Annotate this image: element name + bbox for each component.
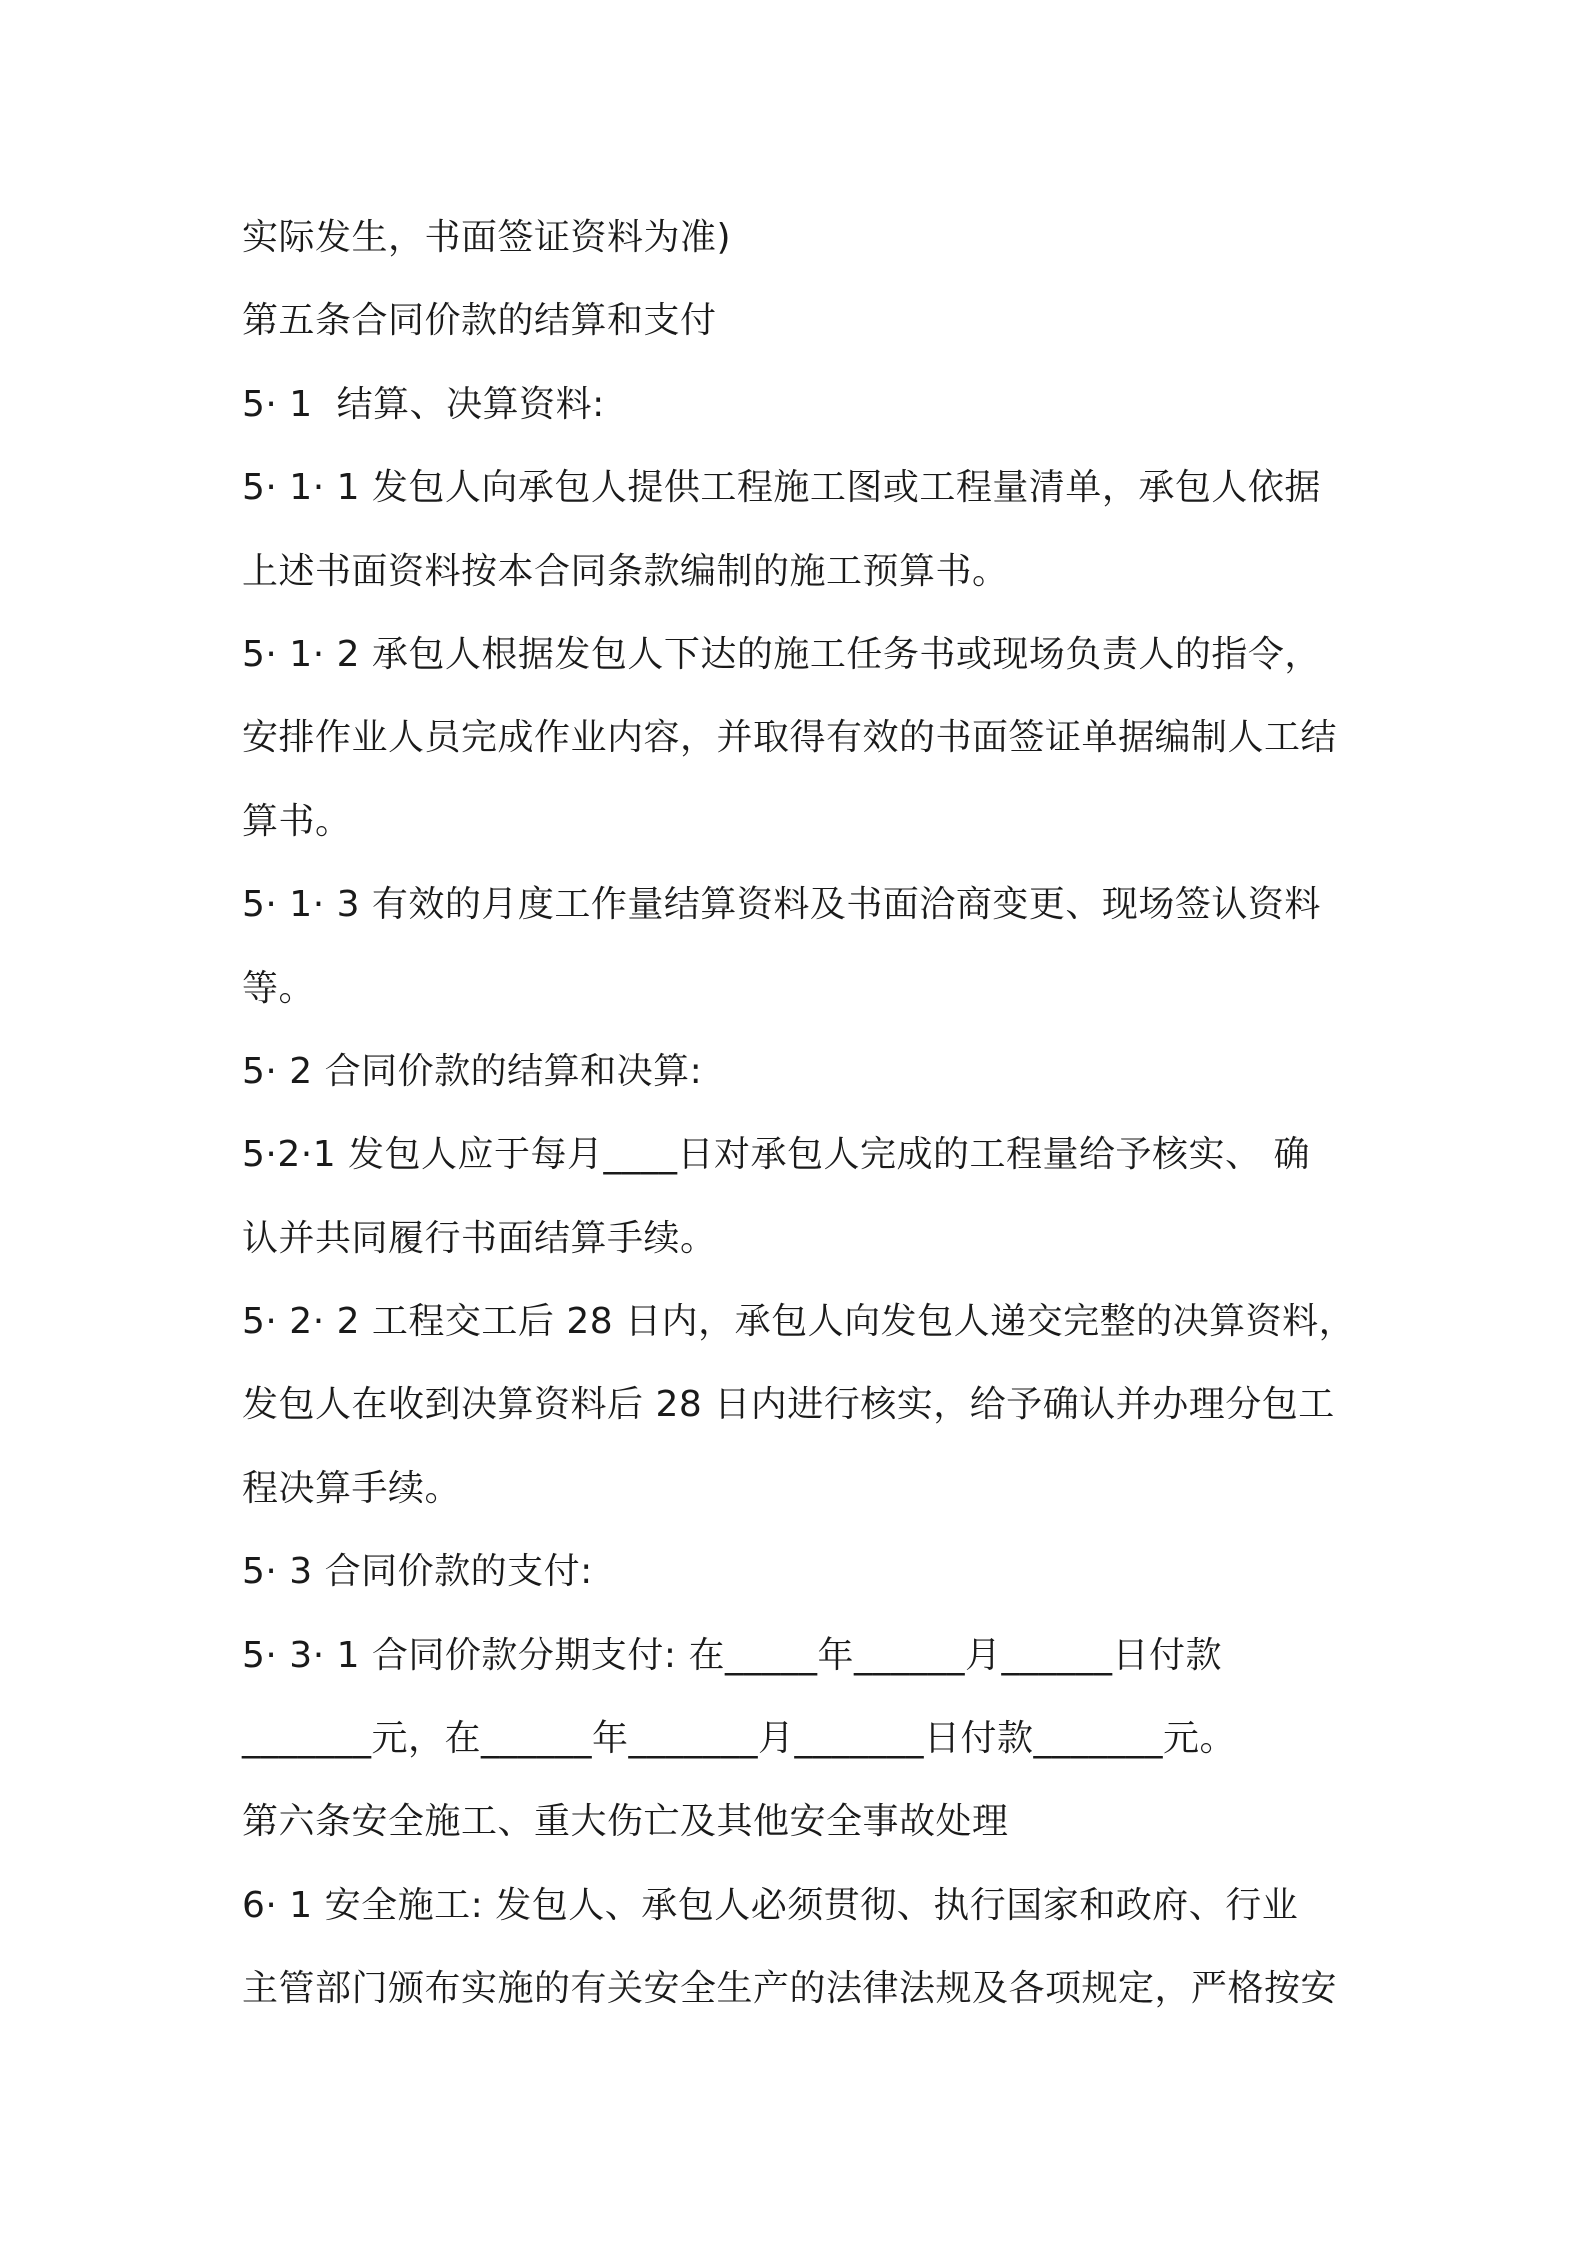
section-heading-6: 第六条安全施工、重大伤亡及其他安全事故处理 [242, 1801, 1009, 1843]
section-heading-5: 第五条合同价款的结算和支付 [242, 300, 717, 342]
text-line: 程决算手续。 [242, 1467, 462, 1509]
text-line: 6· 1 安全施工: 发包人、承包人必须贯彻、执行国家和政府、行业 [242, 1884, 1299, 1926]
text-line: 算书。 [242, 800, 352, 842]
text-line: 发包人在收到决算资料后 28 日内进行核实，给予确认并办理分包工 [242, 1384, 1335, 1426]
text-line: 5· 1· 1 发包人向承包人提供工程施工图或工程量清单，承包人依据 [242, 467, 1321, 509]
text-line: 上述书面资料按本合同条款编制的施工预算书。 [242, 550, 1009, 592]
clause-5-1-heading: 5· 1 结算、决算资料: [242, 383, 605, 425]
text-line: 等。 [242, 967, 316, 1009]
text-line: 5·2·1 发包人应于每月____日对承包人完成的工程量给予核实、 确 [242, 1134, 1310, 1176]
text-line: 安排作业人员完成作业内容，并取得有效的书面签证单据编制人工结 [242, 717, 1338, 759]
text-line: 主管部门颁布实施的有关安全生产的法律法规及各项规定，严格按安 [242, 1968, 1338, 2010]
text-line: 5· 3· 1 合同价款分期支付: 在_____年______月______日付款 [242, 1634, 1223, 1676]
text-line: 实际发生，书面签证资料为准) [242, 217, 732, 258]
text-line: 认并共同履行书面结算手续。 [242, 1217, 717, 1259]
text-line: 5· 2· 2 工程交工后 28 日内，承包人向发包人递交完整的决算资料， [242, 1301, 1356, 1343]
text-line: 5· 1· 2 承包人根据发包人下达的施工任务书或现场负责人的指令， [242, 633, 1321, 675]
clause-5-2-heading: 5· 2 合同价款的结算和决算: [242, 1050, 703, 1092]
document-body [242, 196, 1372, 2031]
clause-5-3-heading: 5· 3 合同价款的支付: [242, 1551, 593, 1593]
text-line: _______元，在______年_______月_______日付款_______元。 [242, 1718, 1237, 1760]
text-line: 5· 1· 3 有效的月度工作量结算资料及书面洽商变更、现场签认资料 [242, 884, 1321, 926]
